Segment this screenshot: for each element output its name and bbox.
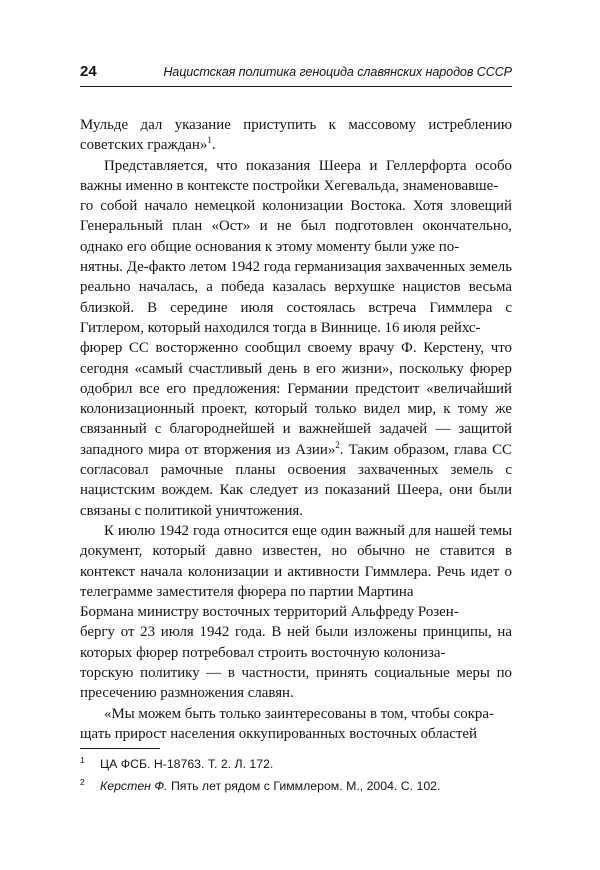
footnote-number: 1 <box>80 755 85 765</box>
footnote-text: Керстен Ф. Пять лет рядом с Гиммлером. М., 2004. С. 102. <box>100 779 441 793</box>
page-number: 24 <box>80 63 97 80</box>
footnote-number: 2 <box>80 777 85 787</box>
paragraph: «Мы можем быть только заинтересованы в том, чтобы сокра- щать прирост населения оккупированных восточных областей <box>80 705 494 742</box>
footnote <box>80 775 512 797</box>
footnote-ref[interactable]: 1 <box>207 135 212 146</box>
paragraph: К июлю 1942 года относится еще один важный для нашей темы документ, который давно известен, но обычно не ставится в контекст начала колонизации и активности Гиммлера. Речь идет о телеграмме заместителя фюрера по партии Мартина Бормана министру восточных территорий Альфреду Розен- бергу от 23 июля 1942 года. В ней были изложены принципы, на которых фюрер потребовал строить восточную колониза- торскую политику — в частности, принять социальные меры по пресечению размножения славян. <box>80 522 512 702</box>
body-text <box>80 115 512 744</box>
page-header <box>80 60 512 87</box>
footnote-text: ЦА ФСБ. Н-18763. Т. 2. Л. 172. <box>100 757 274 771</box>
footnote-ref[interactable]: 2 <box>335 439 340 450</box>
paragraph: Представляется, что показания Шеера и Геллерфорта особо важны именно в контексте постройки Хегевальда, знаменовавше- го собой начало немецкой колонизации Востока. Хотя зловещий Генеральный план «Ост» и не был подготовлен окончательно, однако его общие основания к этому моменту были уже по- нятны. Де-факто летом 1942 года германизация захваченных земель реально началась, а победа казалась верхушке нацистов весьма близкой. В середине июля состоялась встреча Гиммлера с Гитлером, который находился тогда в Виннице. 16 июля рейхс- фюрер СС восторженно сообщил своему врачу Ф. Керстену, что сегодня «самый счастливый день в его жизни», поскольку фюрер одобрил все его предложения: Германии предстоит «величайший колонизационный проект, который только видел мир, к тому же связанный с благороднейшей и важнейшей задачей — защитой западного мира от вторжения из Азии»$^2$. Таким образом, глава СС согласовал рамочные планы освоения захваченных земель с нацистским вождем. Как следует из показаний Шеера, они были связаны с политикой уничтожения. <box>80 157 512 519</box>
paragraph: Мульде дал указание приступить к массовому истреблению советских граждан»$^1$. <box>80 117 512 154</box>
footnote-author: Керстен Ф. <box>100 779 168 793</box>
running-title: Нацистская политика геноцида славянских народов СССР <box>163 65 512 79</box>
footnotes <box>80 753 512 797</box>
footnote <box>80 753 512 775</box>
